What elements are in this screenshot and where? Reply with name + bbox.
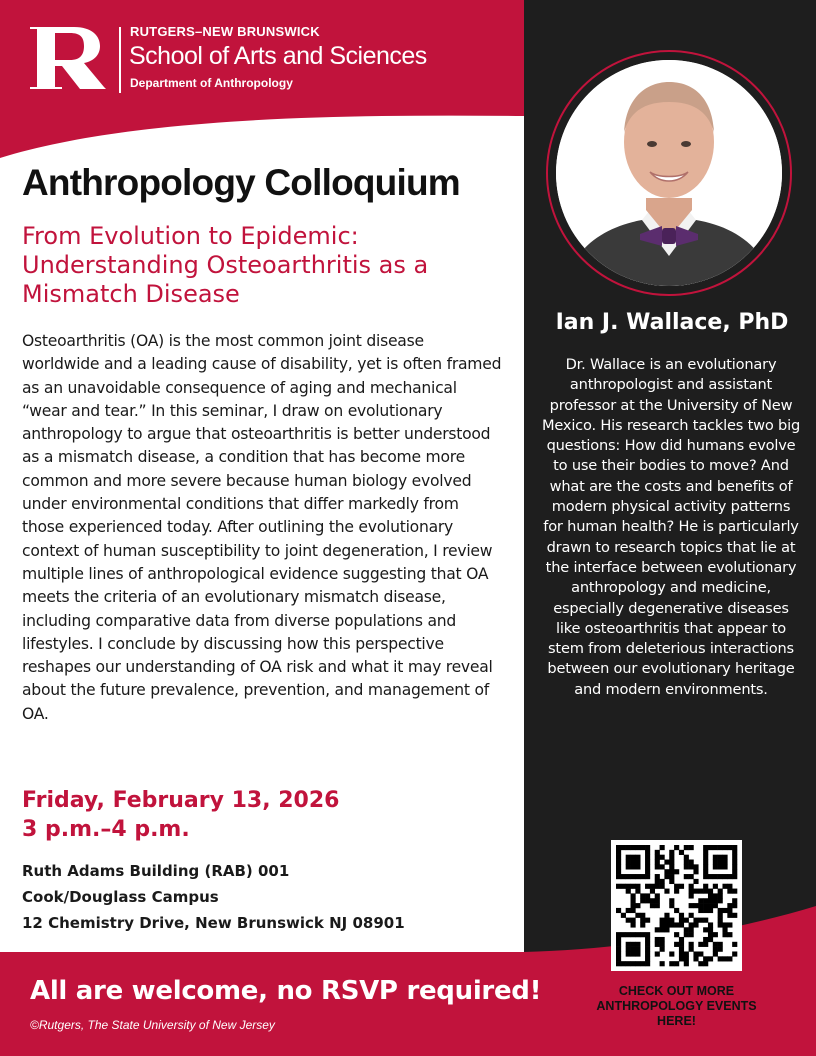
qr-code-icon[interactable] [611,840,742,971]
school-name: School of Arts and Sciences [129,42,427,70]
speaker-portrait-icon [556,60,782,286]
speaker-photo-frame [546,50,792,296]
university-name: RUTGERS–NEW BRUNSWICK [130,24,320,39]
qr-code-graphic [611,840,742,971]
talk-abstract: Osteoarthritis (OA) is the most common joint disease worldwide and a leading cause of disability, yet is often framed as an unavoidable consequence of aging and mechanical “wear and tear.” In this seminar, I draw on evolutionary anthropology to argue that osteoarthritis is better understood as a mismatch disease, a condition that has become more common and more severe because human biology evolved under environmental conditions that differ markedly from those experienced today. After outlining the evolutionary context of human susceptibility to joint degeneration, I review multiple lines of anthropological evidence suggesting that OA meets the criteria of an evolutionary mismatch disease, including comparative data from diverse populations and lifestyles. I conclude by discussing how this perspective reshapes our understanding of OA risk and what it may reveal about the future prevalence, prevention, and management of OA. [22,332,502,723]
speaker-name: Ian J. Wallace, PhD [555,310,789,335]
copyright-notice: ©Rutgers, The State University of New Jersey [30,1018,275,1032]
event-time: 3 p.m.–4 p.m. [22,817,190,842]
location-building: Ruth Adams Building (RAB) 001 [22,862,290,880]
rutgers-r-logo [28,25,108,91]
talk-title: From Evolution to Epidemic: Understanding Osteoarthritis as a Mismatch Disease [22,222,429,308]
location-campus: Cook/Douglass Campus [22,888,219,906]
welcome-banner: All are welcome, no RSVP required! [30,976,542,1006]
event-date: Friday, February 13, 2026 [22,788,340,813]
location-address: 12 Chemistry Drive, New Brunswick NJ 08901 [22,914,405,932]
event-title: Anthropology Colloquium [22,162,460,203]
speaker-photo [556,60,782,286]
speaker-bio: Dr. Wallace is an evolutionary anthropologist and assistant professor at the University of New Mexico. His research tackles two big questions: How did humans evolve to use their bodies to move? And what are the costs and benefits of modern physical activity patterns for human health? He is particularly drawn to research topics that lie at the interface between evolutionary anthropology and medicine, especially degenerative diseases like osteoarthritis that appear to stem from deleterious interactions between our evolutionary heritage and modern environments. [541,356,801,698]
qr-caption: CHECK OUT MORE ANTHROPOLOGY EVENTS HERE! [596,984,757,1028]
department-name: Department of Anthropology [130,76,293,90]
brand-divider [119,27,121,93]
